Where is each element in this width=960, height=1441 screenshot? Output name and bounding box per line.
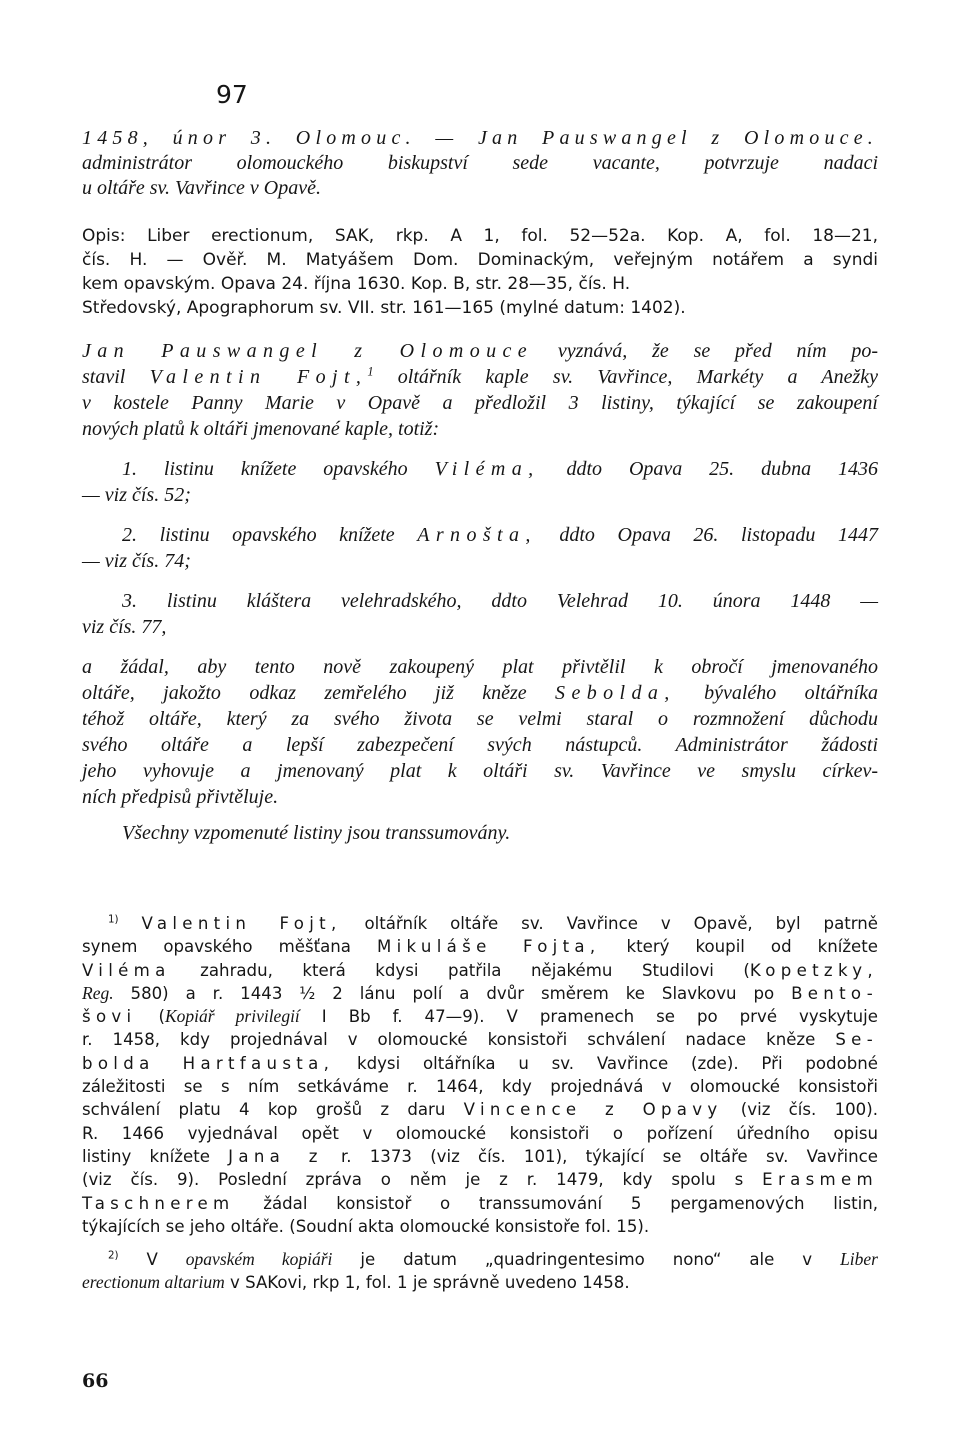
heading-line: u oltáře sv. Vavřince v Opavě.	[82, 177, 321, 199]
source-line: kem opavským. Opava 24. října 1630. Kop. B, str. 28—35, čís. H.	[82, 274, 631, 294]
person-name: Viléma	[82, 960, 171, 980]
document-heading	[82, 126, 878, 201]
footer-page-number: 66	[82, 1370, 109, 1392]
paragraph-intro: Jan Pauswangel z Olomouce vyznává, že se před ním po- stavil Valentin Fojt,$^1$ oltářník kaple sv. Vavřince, Markéty a Anežky v kostele Panny Marie v Opavě a předložil 3 listiny, týkající se zakoupení nových platů k oltáři jmenované kaple, totiž:	[82, 340, 878, 440]
footnote-marker: 2)	[108, 1249, 119, 1262]
heading-line: administrátor olomouckého biskupství sede vacante, potvrzuje nadaci	[82, 152, 878, 174]
person-name: Vincence z Opavy	[463, 1100, 723, 1120]
person-name: bolda Hartfausta,	[82, 1053, 335, 1073]
source-citation	[82, 224, 878, 320]
source-line: čís. H. — Ověř. M. Matyášem Dom. Dominackým, veřejným notářem a syndi	[82, 250, 878, 270]
person-name: Se-	[835, 1030, 878, 1050]
heading-line: 1458, únor 3. Olomouc. — Jan Pauswangel z Olomouce.	[82, 127, 878, 149]
person-name: Jan Pauswangel z Olomouce.	[477, 127, 878, 149]
person-name: Sebolda,	[555, 682, 676, 704]
person-name: Valentin Fojt,	[149, 366, 368, 388]
footnote-2: $^{2)}$ V opavském kopiáři je datum „quadringentesimo nono“ ale v Liber erectionum altarium v SAKovi, rkp 1, fol. 1 je správně uvedeno 1458.	[82, 1249, 878, 1293]
list-item: 2. listinu opavského knížete Arnošta, ddto Opava 26. listopadu 1447 — viz čís. 74;	[82, 524, 878, 572]
list-item: 3. listinu kláštera velehradského, ddto Velehrad 10. února 1448 — viz čís. 77,	[82, 590, 878, 638]
person-name: Viléma,	[434, 458, 540, 480]
person-name: Taschnerem	[82, 1193, 235, 1213]
footnote-marker: 1)	[108, 913, 119, 926]
paragraph-request: a žádal, aby tento nově zakoupený plat přivtělil k obročí jmenovaného oltáře, jakožto odkaz zemřelého již kněze Sebolda, bývalého oltářníka téhož oltáře, který za svého života se velmi staral o rozmnožení důchodu svého oltáře a lepší zabezpečení svých nástupců. Administrátor žádosti jeho vyhovuje a jmenovaný plat k oltáři sv. Vavřince ve smyslu církev- ních předpisů přivtěluje.	[82, 656, 878, 808]
source-line: Opis: Liber erectionum, SAK, rkp. A 1, fol. 52—52a. Kop. A, fol. 18—21,	[82, 226, 878, 246]
person-name: Arnošta,	[417, 524, 537, 546]
person-name: Kopetzky,	[749, 960, 878, 980]
person-name: Jana z	[228, 1146, 323, 1166]
person-name: Valentin Fojt,	[141, 914, 342, 933]
person-name: Erasmem	[762, 1170, 878, 1190]
person-name: šovi	[82, 1007, 137, 1027]
page-number: 97	[216, 80, 248, 109]
footnote-1: $^{1)}$ Valentin Fojt, oltářník oltáře sv. Vavřince v Opavě, byl patrně synem opavského měšťana Mikuláše Fojta, který koupil od knížete Viléma zahradu, která kdysi patřila nějakému Studilovi (Kopetzky, Reg. 580) a r. 1443 ½ 2 lánu polí a dvůr směrem ke Slavkovu po Bento- šovi (Kopiář privilegií I Bb f. 47—9). V pramenech se po prvé vyskytuje r. 1458, kdy projednával v olomoucké konsistoři schválení nadace kněze Se- bolda Hartfausta, kdysi oltářníka u sv. Vavřince (zde). Při podobné záležitosti se s ním setkáváme r. 1464, kdy projednává v olomoucké konsistoři schválení platu 4 kop grošů z daru Vincence z Opavy (viz čís. 100). R. 1466 vyjednával opět v olomoucké konsistoři o pořízení úředního opisu listiny knížete Jana z r. 1373 (viz čís. 101), týkající se oltáře sv. Vavřince (viz čís. 9). Poslední zpráva o něm je z r. 1479, kdy spolu s Erasmem Taschnerem žádal konsistoř o transsumování 5 pergamenových listin, týkajících se jeho oltáře. (Soudní akta olomoucké konsistoře fol. 15).	[82, 913, 878, 1236]
document-body	[82, 338, 878, 846]
person-name: Bento-	[791, 983, 878, 1003]
list-item: 1. listinu knížete opavského Viléma, ddto Opava 25. dubna 1436 — viz čís. 52;	[82, 458, 878, 506]
person-name: Jan Pauswangel z Olomouce	[82, 340, 534, 362]
footnotes	[82, 912, 878, 1295]
footnote-ref[interactable]: 1	[367, 364, 374, 379]
source-line: Středovský, Apographorum sv. VII. str. 161—165 (mylné datum: 1402).	[82, 298, 686, 318]
person-name: Mikuláše Fojta,	[376, 937, 601, 957]
paragraph-closing: Všechny vzpomenuté listiny jsou transsumovány.	[122, 822, 511, 844]
